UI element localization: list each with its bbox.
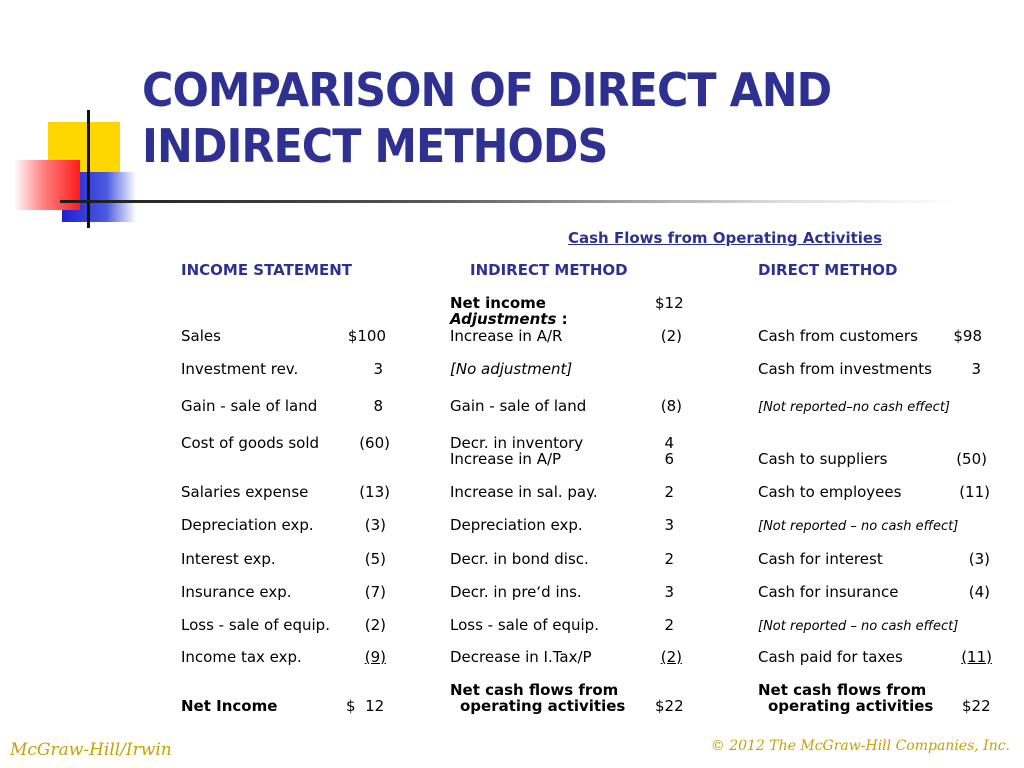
direct-label: Cash to employees <box>758 483 902 501</box>
income-statement-heading: INCOME STATEMENT <box>181 261 353 279</box>
footer-publisher: McGraw-Hill/Irwin <box>10 740 172 760</box>
indirect-value: 4 <box>664 434 674 452</box>
is-value: (7) <box>364 583 386 601</box>
adjustments-heading <box>450 311 568 328</box>
direct-label: Cash for insurance <box>758 583 899 601</box>
indirect-value: 3 <box>664 516 674 534</box>
indirect-net-income-value: $12 <box>655 294 684 312</box>
indirect-label: Decr. in inventory <box>450 434 584 452</box>
direct-value: 3 <box>971 360 981 378</box>
is-label: Sales <box>181 327 221 345</box>
title-divider <box>60 200 960 203</box>
section-heading: Cash Flows from Operating Activities <box>568 229 883 247</box>
indirect-label: Loss - sale of equip. <box>450 616 599 634</box>
adjustments-label: Adjustments <box>450 310 557 328</box>
direct-total-label-1: Net cash flows from <box>758 681 927 699</box>
is-value: (2) <box>364 616 386 634</box>
is-label: Depreciation exp. <box>181 516 314 534</box>
indirect-label-2: Increase in A/P <box>450 450 562 468</box>
direct-value: (4) <box>968 583 990 601</box>
footer-copyright: © 2012 The McGraw-Hill Companies, Inc. <box>710 738 1010 754</box>
direct-label: Cash from customers <box>758 327 918 345</box>
direct-method-heading: DIRECT METHOD <box>758 261 898 279</box>
indirect-label: Decrease in I.Tax/P <box>450 648 592 666</box>
title-line-2: INDIRECT METHODS <box>142 119 608 173</box>
is-label: Investment rev. <box>181 360 299 378</box>
is-value: (3) <box>364 516 386 534</box>
direct-value: $98 <box>953 327 982 345</box>
indirect-value: (2) <box>660 327 682 345</box>
direct-value: (11) <box>959 483 990 501</box>
is-label: Salaries expense <box>181 483 309 501</box>
adjustments-colon: : <box>556 310 568 328</box>
direct-total-label-2: operating activities <box>768 697 934 715</box>
decor-vertical-line <box>87 110 90 228</box>
direct-label: Cash from investments <box>758 360 932 378</box>
title-line-1: COMPARISON OF DIRECT AND <box>142 63 832 117</box>
direct-label: [Not reported–no cash effect] <box>758 400 950 415</box>
is-label: Cost of goods sold <box>181 434 320 452</box>
is-value: 3 <box>373 360 383 378</box>
direct-label: [Not reported – no cash effect] <box>758 619 959 634</box>
indirect-method-heading: INDIRECT METHOD <box>470 261 628 279</box>
indirect-value: (8) <box>660 397 682 415</box>
net-income-value: $ 12 <box>346 697 385 715</box>
direct-label: Cash to suppliers <box>758 450 888 468</box>
indirect-label: Increase in A/R <box>450 327 563 345</box>
indirect-total-value: $22 <box>655 697 684 715</box>
is-label: Interest exp. <box>181 550 276 568</box>
is-value: (13) <box>359 483 390 501</box>
indirect-value: 2 <box>664 550 674 568</box>
indirect-label: Decr. in pre‘d ins. <box>450 583 582 601</box>
is-label: Gain - sale of land <box>181 397 318 415</box>
indirect-net-income-label: Net income <box>450 294 546 312</box>
indirect-label: [No adjustment] <box>450 360 573 378</box>
is-label: Insurance exp. <box>181 583 292 601</box>
indirect-label: Depreciation exp. <box>450 516 583 534</box>
direct-value: (11) <box>961 648 992 666</box>
direct-total-value: $22 <box>962 697 991 715</box>
indirect-value: 3 <box>664 583 674 601</box>
is-value: (60) <box>359 434 390 452</box>
indirect-value-2: 6 <box>664 450 674 468</box>
indirect-label: Increase in sal. pay. <box>450 483 598 501</box>
indirect-total-label-1: Net cash flows from <box>450 681 619 699</box>
is-label: Loss - sale of equip. <box>181 616 330 634</box>
indirect-total-label-2: operating activities <box>460 697 626 715</box>
is-value: (9) <box>364 648 386 666</box>
page-title <box>142 62 831 174</box>
is-label: Income tax exp. <box>181 648 302 666</box>
is-value: 8 <box>373 397 383 415</box>
indirect-label: Gain - sale of land <box>450 397 587 415</box>
direct-label: Cash for interest <box>758 550 883 568</box>
indirect-value: 2 <box>664 616 674 634</box>
direct-label: [Not reported – no cash effect] <box>758 519 959 534</box>
net-income-label: Net Income <box>181 697 278 715</box>
indirect-label: Decr. in bond disc. <box>450 550 589 568</box>
direct-value: (3) <box>968 550 990 568</box>
is-value: (5) <box>364 550 386 568</box>
indirect-value: 2 <box>664 483 674 501</box>
direct-label: Cash paid for taxes <box>758 648 903 666</box>
direct-value: (50) <box>956 450 987 468</box>
indirect-value: (2) <box>660 648 682 666</box>
is-value: $100 <box>347 327 386 345</box>
